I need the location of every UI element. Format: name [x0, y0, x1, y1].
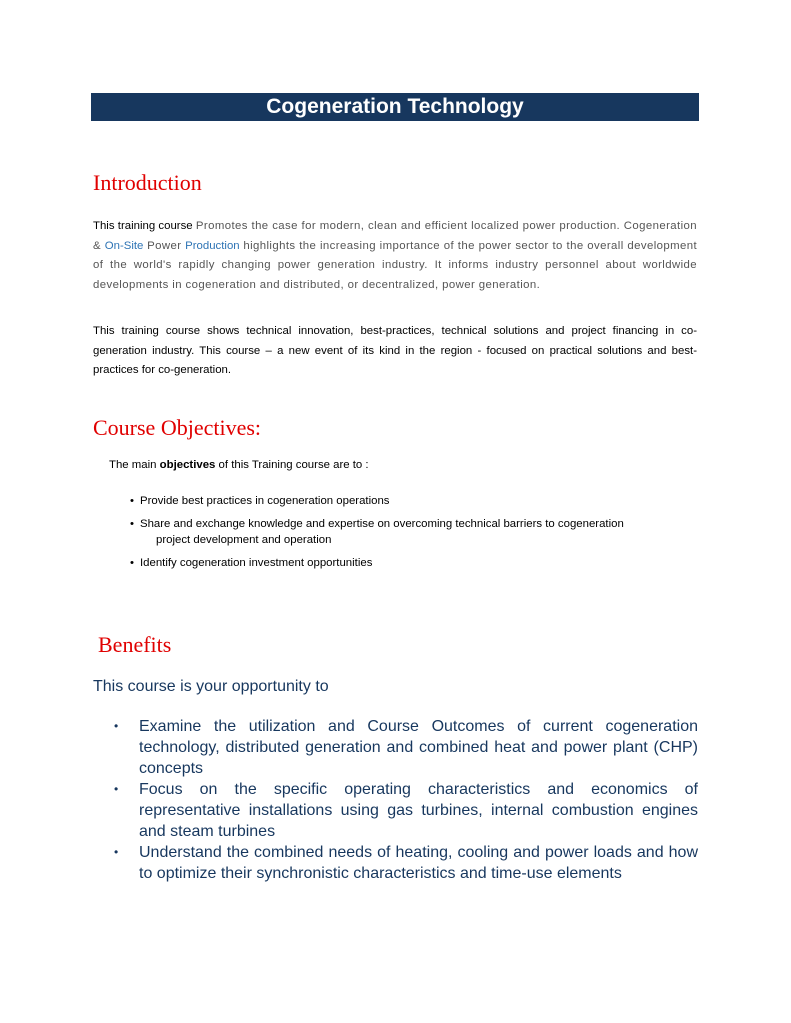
intro-p1-text-2: Power — [143, 239, 186, 252]
objectives-heading: Course Objectives: — [93, 415, 262, 440]
intro-p1-lead: This training course — [93, 220, 196, 232]
bullet-icon: • — [130, 557, 134, 569]
bullet-icon: • — [114, 719, 119, 733]
introduction-paragraph-2: This training course shows technical innovation, best-practices, technical solutions and project financing in co-generation industry. This course – a new event of its kind in the region - focused on practical solutions and best-practices for co-generation. — [93, 325, 697, 376]
benefits-list — [114, 716, 698, 884]
bullet-icon: • — [114, 845, 119, 859]
objective-item: • Identify cogeneration investment opportunities — [130, 557, 373, 569]
benefits-intro: This course is your opportunity to — [93, 678, 329, 695]
benefits-heading: Benefits — [98, 632, 172, 657]
introduction-paragraph-1 — [93, 217, 697, 295]
objectives-list — [130, 493, 700, 578]
bullet-icon: • — [114, 782, 119, 796]
objectives-intro — [109, 459, 369, 471]
bullet-icon: • — [130, 518, 134, 530]
objective-item: • Share and exchange knowledge and expertise on overcoming technical barriers to cogeneration project development and operation — [130, 518, 624, 546]
objectives-intro-pre: The main — [109, 459, 160, 471]
objective-item: • Provide best practices in cogeneration operations — [130, 495, 390, 507]
page-title: Cogeneration Technology — [91, 93, 699, 121]
benefit-item: • Examine the utilization and Course Outcomes of current cogeneration technology, distributed generation and combined heat and power plant (CHP) concepts — [114, 718, 698, 777]
on-site-link[interactable]: On-Site — [104, 239, 144, 252]
benefit-item: • Focus on the specific operating characteristics and economics of representative installations using gas turbines, internal combustion engines and steam turbines — [114, 781, 698, 840]
bullet-icon: • — [130, 495, 134, 507]
objectives-intro-post: of this Training course are to : — [215, 459, 369, 471]
production-link[interactable]: Production — [185, 239, 240, 252]
intro-p1-text: Promotes the case for modern, clean and efficient localized power production. Cogeneration & — [93, 220, 697, 252]
benefit-item: • Understand the combined needs of heating, cooling and power loads and how to optimize their synchronistic characteristics and time-use elements — [114, 844, 698, 882]
intro-p1-text-3: highlights the increasing importance of the power sector to the overall development of the world's rapidly changing power generation industry. It informs industry personnel about worldwide developments in cogeneration and distributed, or decentralized, power generation. — [93, 239, 698, 291]
objectives-intro-bold: objectives — [159, 459, 216, 471]
introduction-heading: Introduction — [93, 170, 202, 195]
